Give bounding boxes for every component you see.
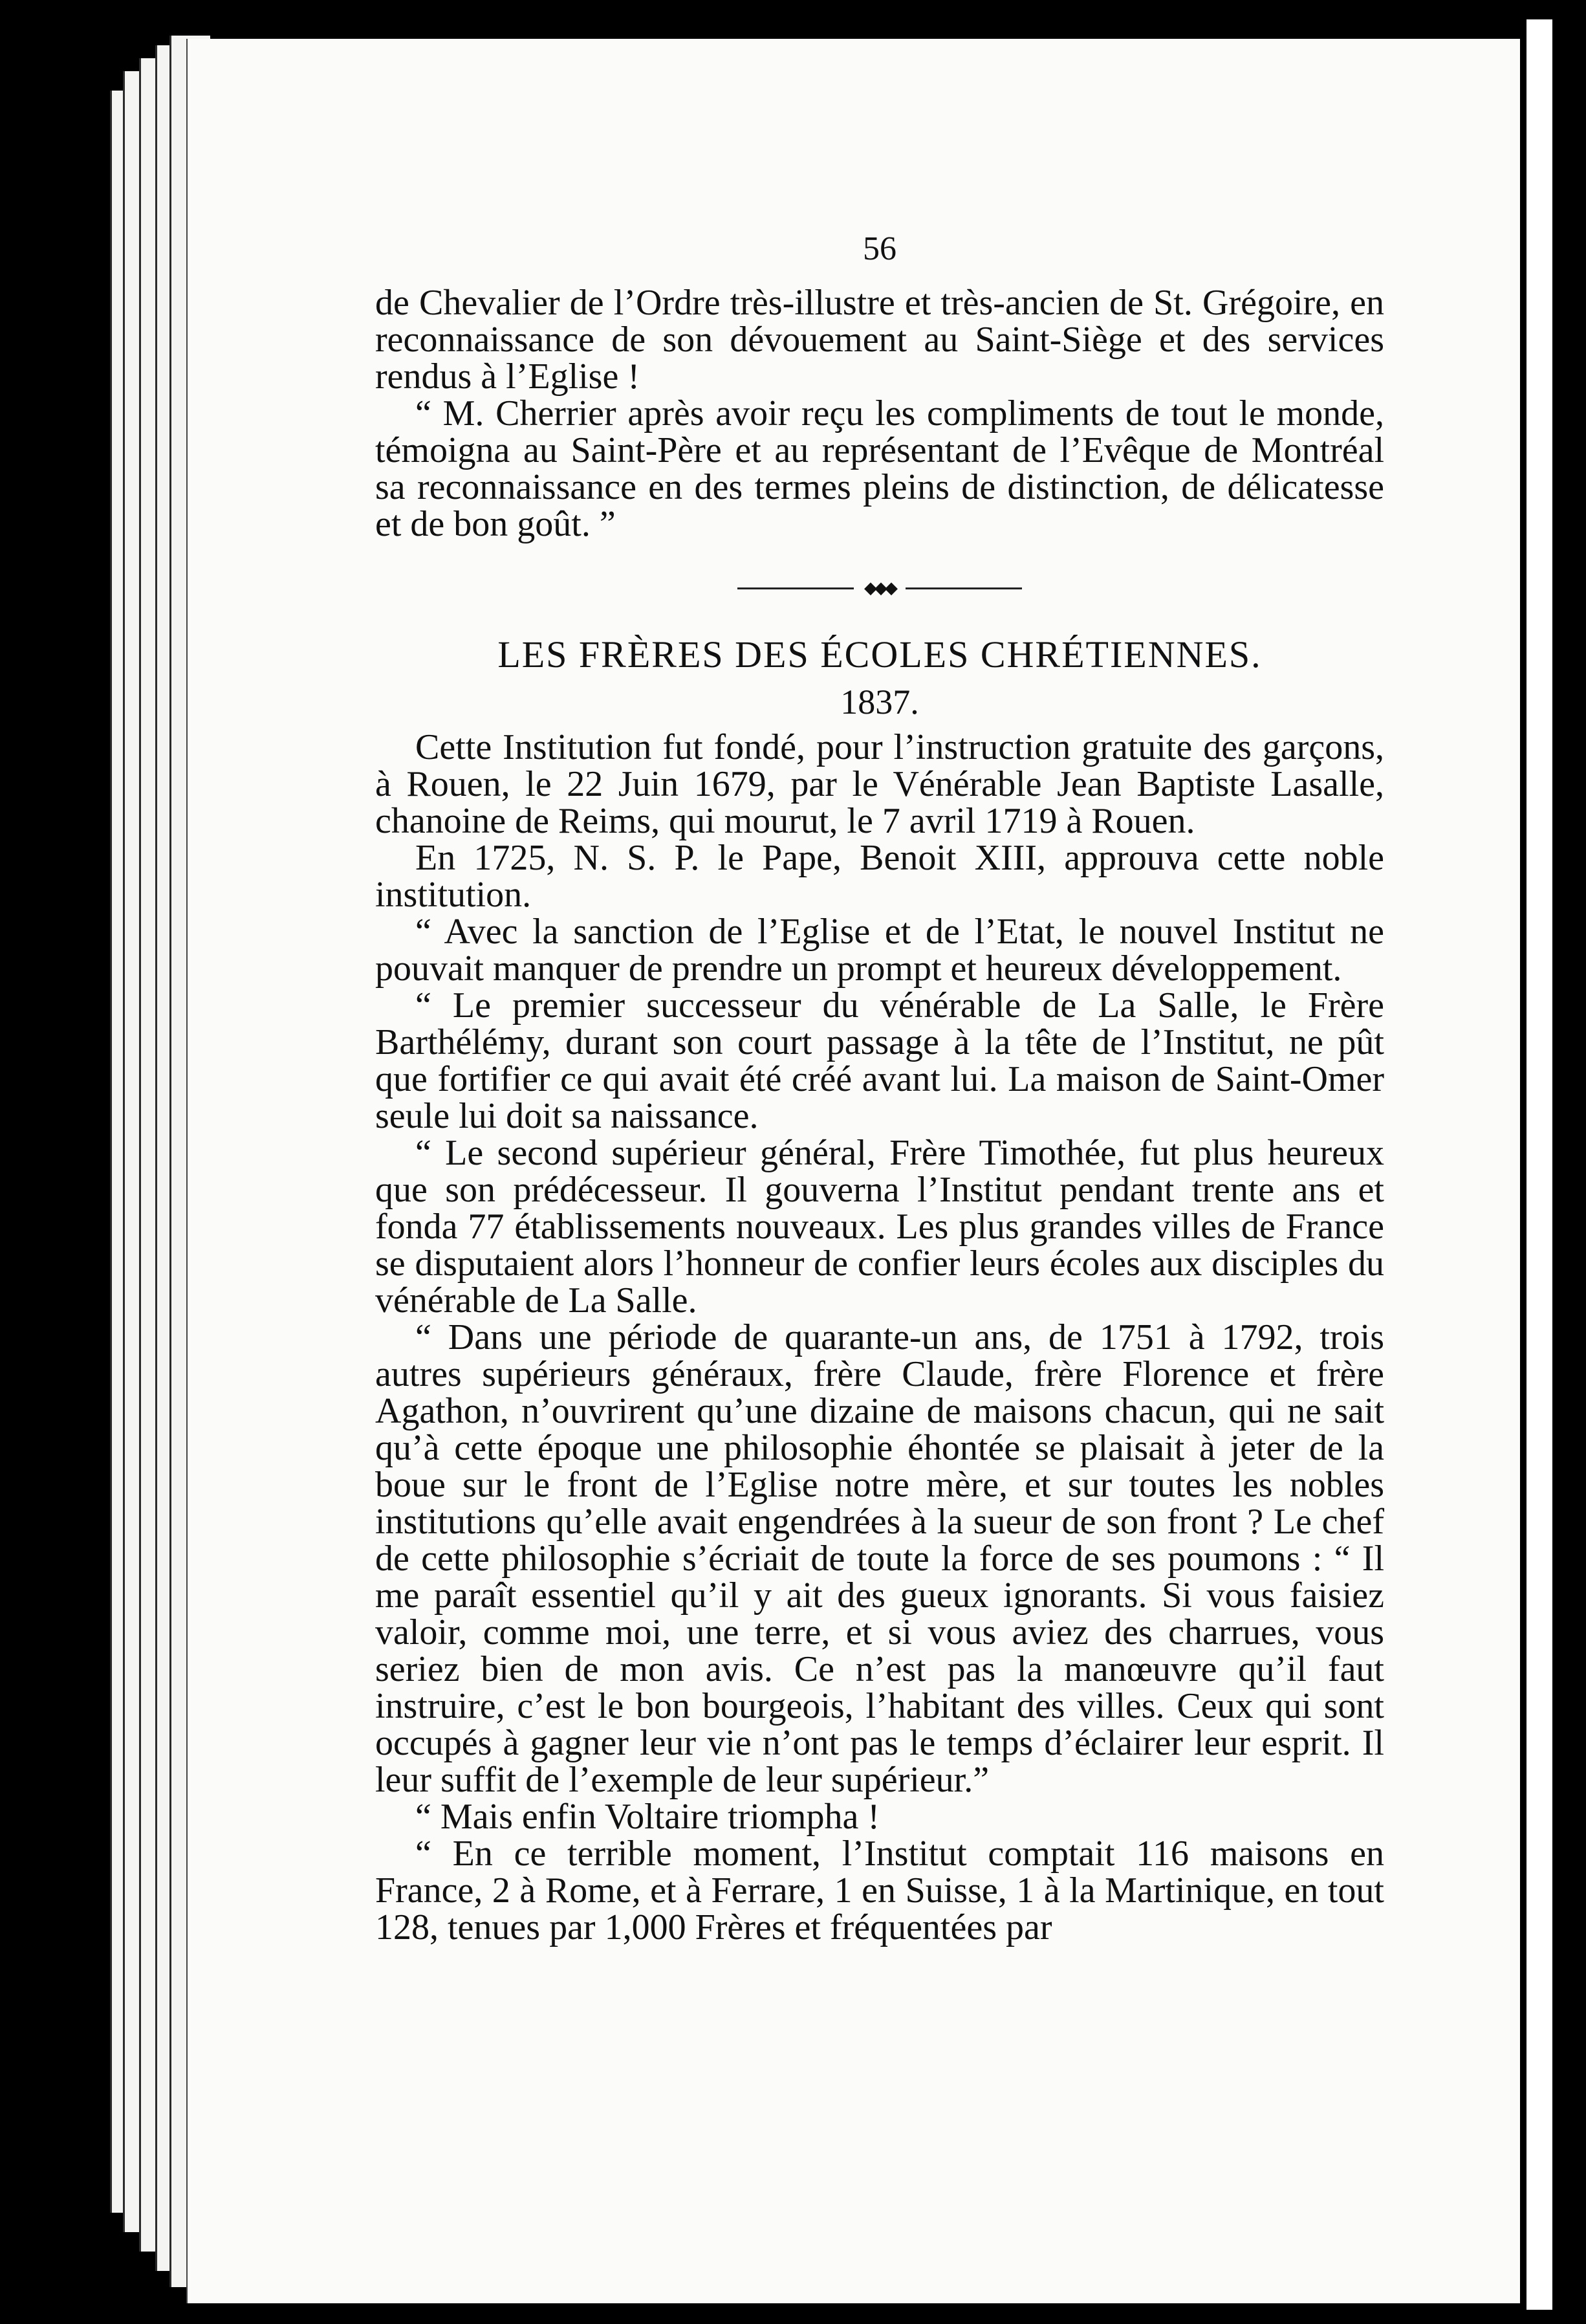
- page-text-block: [375, 214, 1384, 1946]
- paragraph: En 1725, N. S. P. le Pape, Benoit XIII, approuva cette noble institution.: [375, 838, 1384, 915]
- paragraph: “ Le second supérieur général, Frère Timothée, fut plus heureux que son prédécesseur. Il gouverna l’Institut pendant trente ans et fonda 77 établissements nouveaux. Les plus grandes villes de France se disputaient alors l’honneur de confier leurs écoles aux disciples du vénérable de La Salle.: [375, 1133, 1384, 1321]
- section-year: 1837.: [840, 683, 919, 721]
- divider-line: [906, 587, 1022, 589]
- paragraph: “ Le premier successeur du vénérable de La Salle, le Frère Barthélémy, durant son court passage à la tête de l’Institut, ne pût que fortifier ce qui avait été créé avant lui. La maison de Saint-Omer seule lui doit sa naissance.: [375, 985, 1384, 1136]
- paragraph: “ M. Cherrier après avoir reçu les compliments de tout le monde, témoigna au Saint-Père et au représentant de l’Evêque de Montréal sa reconnaissance en des termes pleins de distinction, de délicatesse et de bon goût. ”: [375, 393, 1384, 544]
- paragraph: “ En ce terrible moment, l’Institut comptait 116 maisons en France, 2 à Rome, et à Ferrare, 1 en Suisse, 1 à la Martinique, en tout 128, tenues par 1,000 Frères et fréquentées par: [375, 1834, 1384, 1947]
- section-title: LES FRÈRES DES ÉCOLES CHRÉTIENNES.: [497, 633, 1262, 675]
- paragraph: “ Mais enfin Voltaire triompha !: [415, 1797, 880, 1837]
- paragraph: “ Avec la sanction de l’Eglise et de l’Etat, le nouvel Institut ne pouvait manquer de prendre un prompt et heureux développement.: [375, 912, 1384, 989]
- page-number: 56: [863, 230, 896, 267]
- paragraph: Cette Institution fut fondé, pour l’instruction gratuite des garçons, à Rouen, le 22 Juin 1679, par le Vénérable Jean Baptiste Lasalle, chanoine de Reims, qui mourut, le 7 avril 1719 à Rouen.: [375, 727, 1384, 841]
- divider-ornament: ◆◆◆: [864, 578, 895, 598]
- paragraph: “ Dans une période de quarante-un ans, de 1751 à 1792, trois autres supérieurs généraux, frère Claude, frère Florence et frère Agathon, n’ouvrirent qu’une dizaine de maisons chacun, qui ne sait qu’à cette époque une philosophie éhontée se plaisait à jeter de la boue sur le front de l’Eglise notre mère, et sur toutes les nobles institutions qu’elle avait engendrées à la sueur de son front ? Le chef de cette philosophie s’écriait de toute la force de ses poumons : “ Il me paraît essentiel qu’il y ait des gueux ignorants. Si vous faisiez valoir, comme moi, une terre, et si vous aviez des charrues, vous seriez bien de mon avis. Ce n’est pas la manœuvre qu’il faut instruire, c’est le bon bourgeois, l’habitant des villes. Ceux qui sont occupés à gagner leur vie n’ont pas le temps d’éclairer leur esprit. Il leur suffit de l’exemple de leur supérieur.”: [375, 1317, 1384, 1800]
- facing-page-edge: [1526, 19, 1552, 2310]
- section-divider: [737, 578, 1022, 598]
- paragraph: de Chevalier de l’Ordre très-illustre et très-ancien de St. Grégoire, en reconnaissance de son dévouement au Saint-Siège et des services rendus à l’Eglise !: [375, 283, 1384, 397]
